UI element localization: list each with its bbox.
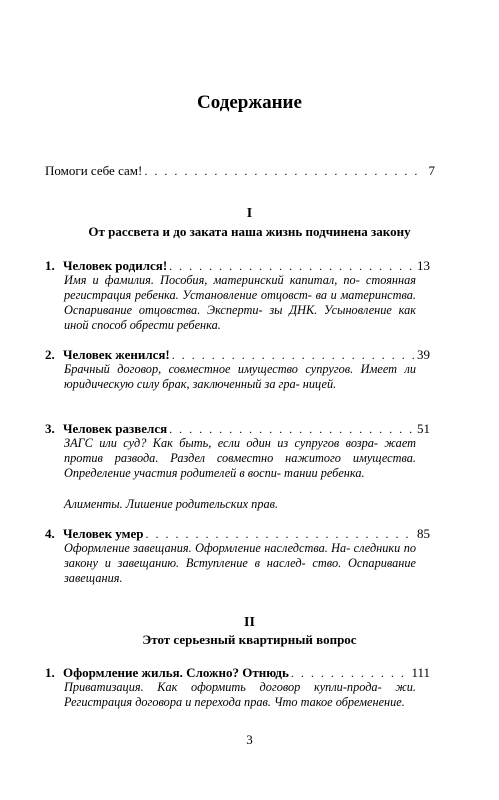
toc-entry-description: Брачный договор, совместное имущество супругов. Имеет ли юридическую силу брак, заключенный за гра- ницей. bbox=[64, 362, 416, 391]
part-title: От рассвета и до заката наша жизнь подчинена закону bbox=[88, 224, 411, 239]
part-number: I bbox=[246, 206, 253, 221]
toc-entry-label: Человек родился! bbox=[63, 258, 168, 273]
toc-entry-description: ЗАГС или суд? Как быть, если один из супругов возра- жает против развода. Раздел совместно нажитого имущества. Определение участия родителей в воспи- тании ребенка. bbox=[64, 436, 416, 480]
toc-entry-number: 4. bbox=[45, 526, 55, 541]
toc-entry-page: 85 bbox=[417, 526, 430, 541]
toc-entry-label: Человек умер bbox=[63, 526, 144, 541]
toc-entry-label: Помоги себе сам! bbox=[45, 163, 143, 178]
leader-dots bbox=[291, 666, 410, 681]
toc-entry-number: 3. bbox=[45, 421, 55, 436]
toc-entry[interactable] bbox=[45, 526, 430, 542]
toc-entry-label: Человек женился! bbox=[63, 347, 170, 362]
toc-entry-label: Человек развелся bbox=[63, 421, 168, 436]
toc-entry-number: 2. bbox=[45, 347, 55, 362]
toc-entry-description-extra: Алименты. Лишение родительских прав. bbox=[64, 497, 279, 511]
toc-entry[interactable] bbox=[45, 347, 430, 363]
leader-dots bbox=[172, 348, 414, 363]
part-number: II bbox=[244, 615, 255, 630]
toc-entry-description: Имя и фамилия. Пособия, материнский капитал, по- стоянная регистрация ребенка. Установление отцовст- ва и материнства. Оспаривание отцовства. Эксперти- зы ДНК. Усыновление как иной способ обрести ребенка. bbox=[64, 273, 416, 332]
toc-entry[interactable] bbox=[45, 421, 430, 437]
toc-entry-page: 7 bbox=[428, 163, 435, 178]
toc-entry-description: Оформление завещания. Оформление наследства. На- следники по закону и завещанию. Вступление в наслед- ство. Оспаривание завещания. bbox=[64, 541, 416, 585]
leader-dots bbox=[169, 259, 414, 274]
toc-entry-number: 1. bbox=[45, 665, 55, 680]
leader-dots bbox=[169, 422, 414, 437]
page-title: Содержание bbox=[197, 92, 302, 113]
toc-entry-page: 111 bbox=[411, 665, 430, 680]
toc-entry-description: Приватизация. Как оформить договор купли-прода- жи. Регистрация договора и перехода прав. Что такое обременение. bbox=[64, 680, 416, 709]
toc-entry[interactable] bbox=[45, 258, 430, 274]
page-number: 3 bbox=[246, 732, 253, 747]
toc-entry-page: 51 bbox=[417, 421, 430, 436]
leader-dots bbox=[146, 527, 415, 542]
toc-entry-page: 39 bbox=[417, 347, 430, 362]
toc-entry[interactable] bbox=[45, 665, 430, 681]
part-title: Этот серьезный квартирный вопрос bbox=[142, 632, 357, 647]
toc-entry-page: 13 bbox=[417, 258, 430, 273]
toc-entry-label: Оформление жилья. Сложно? Отнюдь bbox=[63, 665, 289, 680]
leader-dots bbox=[144, 164, 419, 179]
toc-entry-intro[interactable] bbox=[45, 163, 435, 179]
toc-entry-number: 1. bbox=[45, 258, 55, 273]
